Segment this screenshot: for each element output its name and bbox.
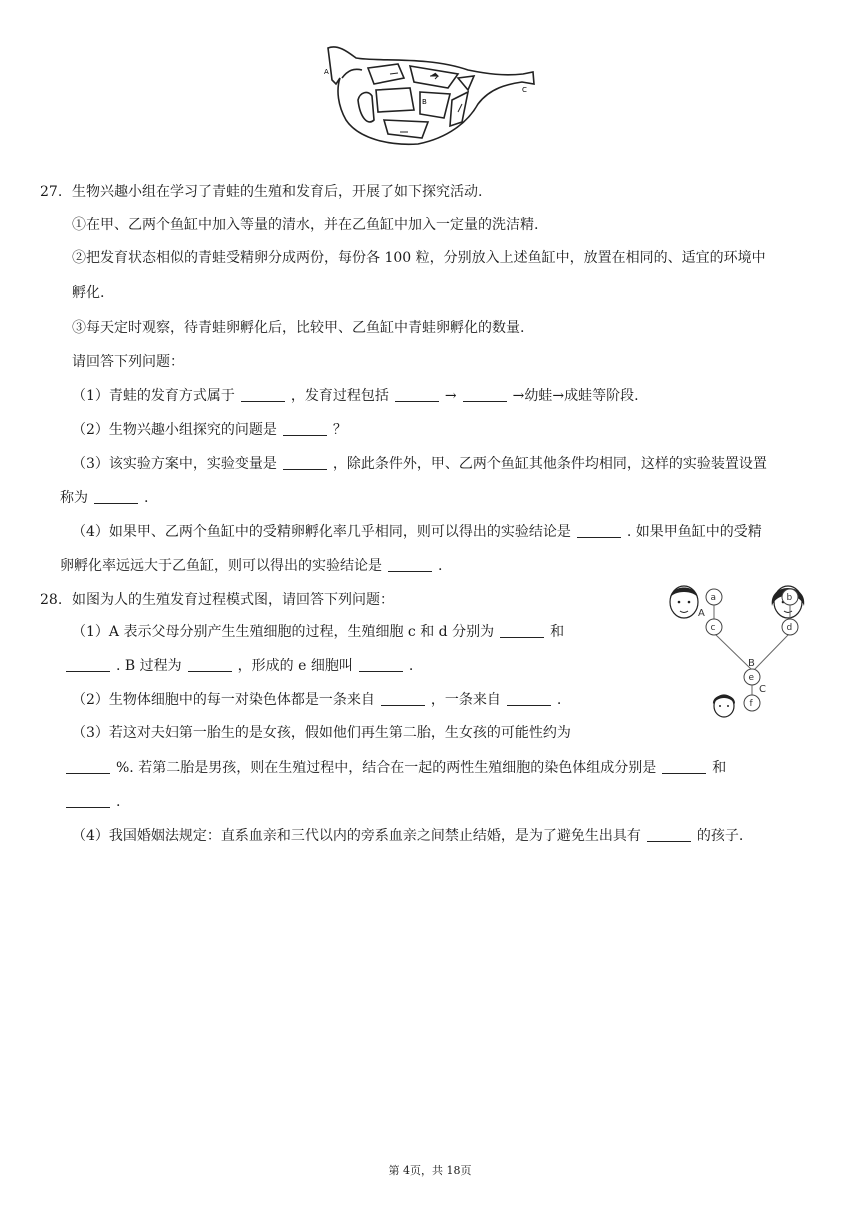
answer-blank[interactable] xyxy=(359,657,403,672)
sub-question-3: （3）若这对夫妇第一胎生的是女孩，假如他们再生第二胎，生女孩的可能性约为 xyxy=(72,725,571,741)
sub-question-4: （4）如果甲、乙两个鱼缸中的受精卵孵化率几乎相同，则可以得出的实验结论是 . 如果甲鱼缸中的受精 xyxy=(72,524,762,540)
sub-question-2: （2）生物兴趣小组探究的问题是 ？ xyxy=(72,422,347,438)
capillary-diagram xyxy=(318,40,550,148)
sub-question-1: （1）青蛙的发育方式属于 ，发育过程包括 → →幼蛙→成蛙等阶段. xyxy=(72,388,639,404)
question-stem: 生物兴趣小组在学习了青蛙的生殖和发育后，开展了如下探究活动. xyxy=(72,184,483,200)
answer-blank[interactable] xyxy=(662,759,706,774)
node-b: b xyxy=(786,593,793,603)
answer-blank[interactable] xyxy=(507,691,551,706)
node-a: a xyxy=(710,593,717,603)
answer-blank[interactable] xyxy=(66,759,110,774)
step-3: ③每天定时观察，待青蛙卵孵化后，比较甲、乙鱼缸中青蛙卵孵化的数量. xyxy=(72,320,525,336)
node-c: c xyxy=(710,623,716,633)
step-2-cont: 孵化. xyxy=(72,285,105,301)
page-footer: 第 4页，共 18页 xyxy=(388,1164,472,1177)
answer-blank[interactable] xyxy=(241,387,285,402)
step-1: ①在甲、乙两个鱼缸中加入等量的清水，并在乙鱼缸中加入一定量的洗洁精. xyxy=(72,217,539,233)
answer-blank[interactable] xyxy=(577,523,621,538)
father-face-icon xyxy=(670,586,698,618)
step-2: ②把发育状态相似的青蛙受精卵分成两份，每份各 100 粒，分别放入上述鱼缸中，放置在相同的、适宜的环境中 xyxy=(72,250,766,266)
sub-question-1: （1）A 表示父母分别产生生殖细胞的过程，生殖细胞 c 和 d 分别为 和 xyxy=(72,624,565,640)
process-c: C xyxy=(759,684,766,695)
answer-blank[interactable] xyxy=(283,421,327,436)
answer-blank[interactable] xyxy=(66,657,110,672)
sub-question-2: （2）生物体细胞中的每一对染色体都是一条来自 ，一条来自 . xyxy=(72,692,562,708)
child-face-icon xyxy=(713,695,735,717)
node-d: d xyxy=(786,623,793,633)
label-c: C xyxy=(522,86,527,94)
sub-question-3: （3）该实验方案中，实验变量是 ，除此条件外，甲、乙两个鱼缸其他条件均相同，这样的实验装置设置 xyxy=(72,456,767,472)
answer-blank[interactable] xyxy=(500,623,544,638)
label-b: B xyxy=(422,98,427,106)
answer-blank[interactable] xyxy=(283,455,327,470)
label-a: A xyxy=(324,68,329,76)
answer-blank[interactable] xyxy=(188,657,232,672)
sub-question-4: （4）我国婚姻法规定：直系血亲和三代以内的旁系血亲之间禁止结婚，是为了避免生出具有 的孩子. xyxy=(72,828,744,844)
question-stem: 如图为人的生殖发育过程模式图，请回答下列问题： xyxy=(72,592,394,608)
question-number: 27. xyxy=(40,184,63,200)
answer-blank[interactable] xyxy=(66,793,110,808)
sub-question-3-cont: 称为 . xyxy=(60,490,149,506)
process-a: A xyxy=(698,608,705,619)
answer-blank[interactable] xyxy=(381,691,425,706)
node-e: e xyxy=(748,673,755,683)
answer-blank[interactable] xyxy=(395,387,439,402)
instruction: 请回答下列问题： xyxy=(72,354,184,370)
answer-blank[interactable] xyxy=(463,387,507,402)
process-b: B xyxy=(748,658,755,669)
question-number: 28. xyxy=(40,592,63,608)
sub-question-4-cont: 卵孵化率远远大于乙鱼缸，则可以得出的实验结论是 . xyxy=(60,558,443,574)
answer-blank[interactable] xyxy=(94,489,138,504)
answer-blank[interactable] xyxy=(647,827,691,842)
answer-blank[interactable] xyxy=(388,557,432,572)
sub-question-3-cont-2: . xyxy=(66,792,120,812)
sub-question-3-cont: %. 若第二胎是男孩，则在生殖过程中，结合在一起的两性生殖细胞的染色体组成分别是 和 xyxy=(66,758,726,778)
reproduction-diagram xyxy=(660,580,812,730)
sub-question-1-cont: . B 过程为 ，形成的 e 细胞叫 . xyxy=(66,656,413,676)
node-f: f xyxy=(749,699,753,709)
